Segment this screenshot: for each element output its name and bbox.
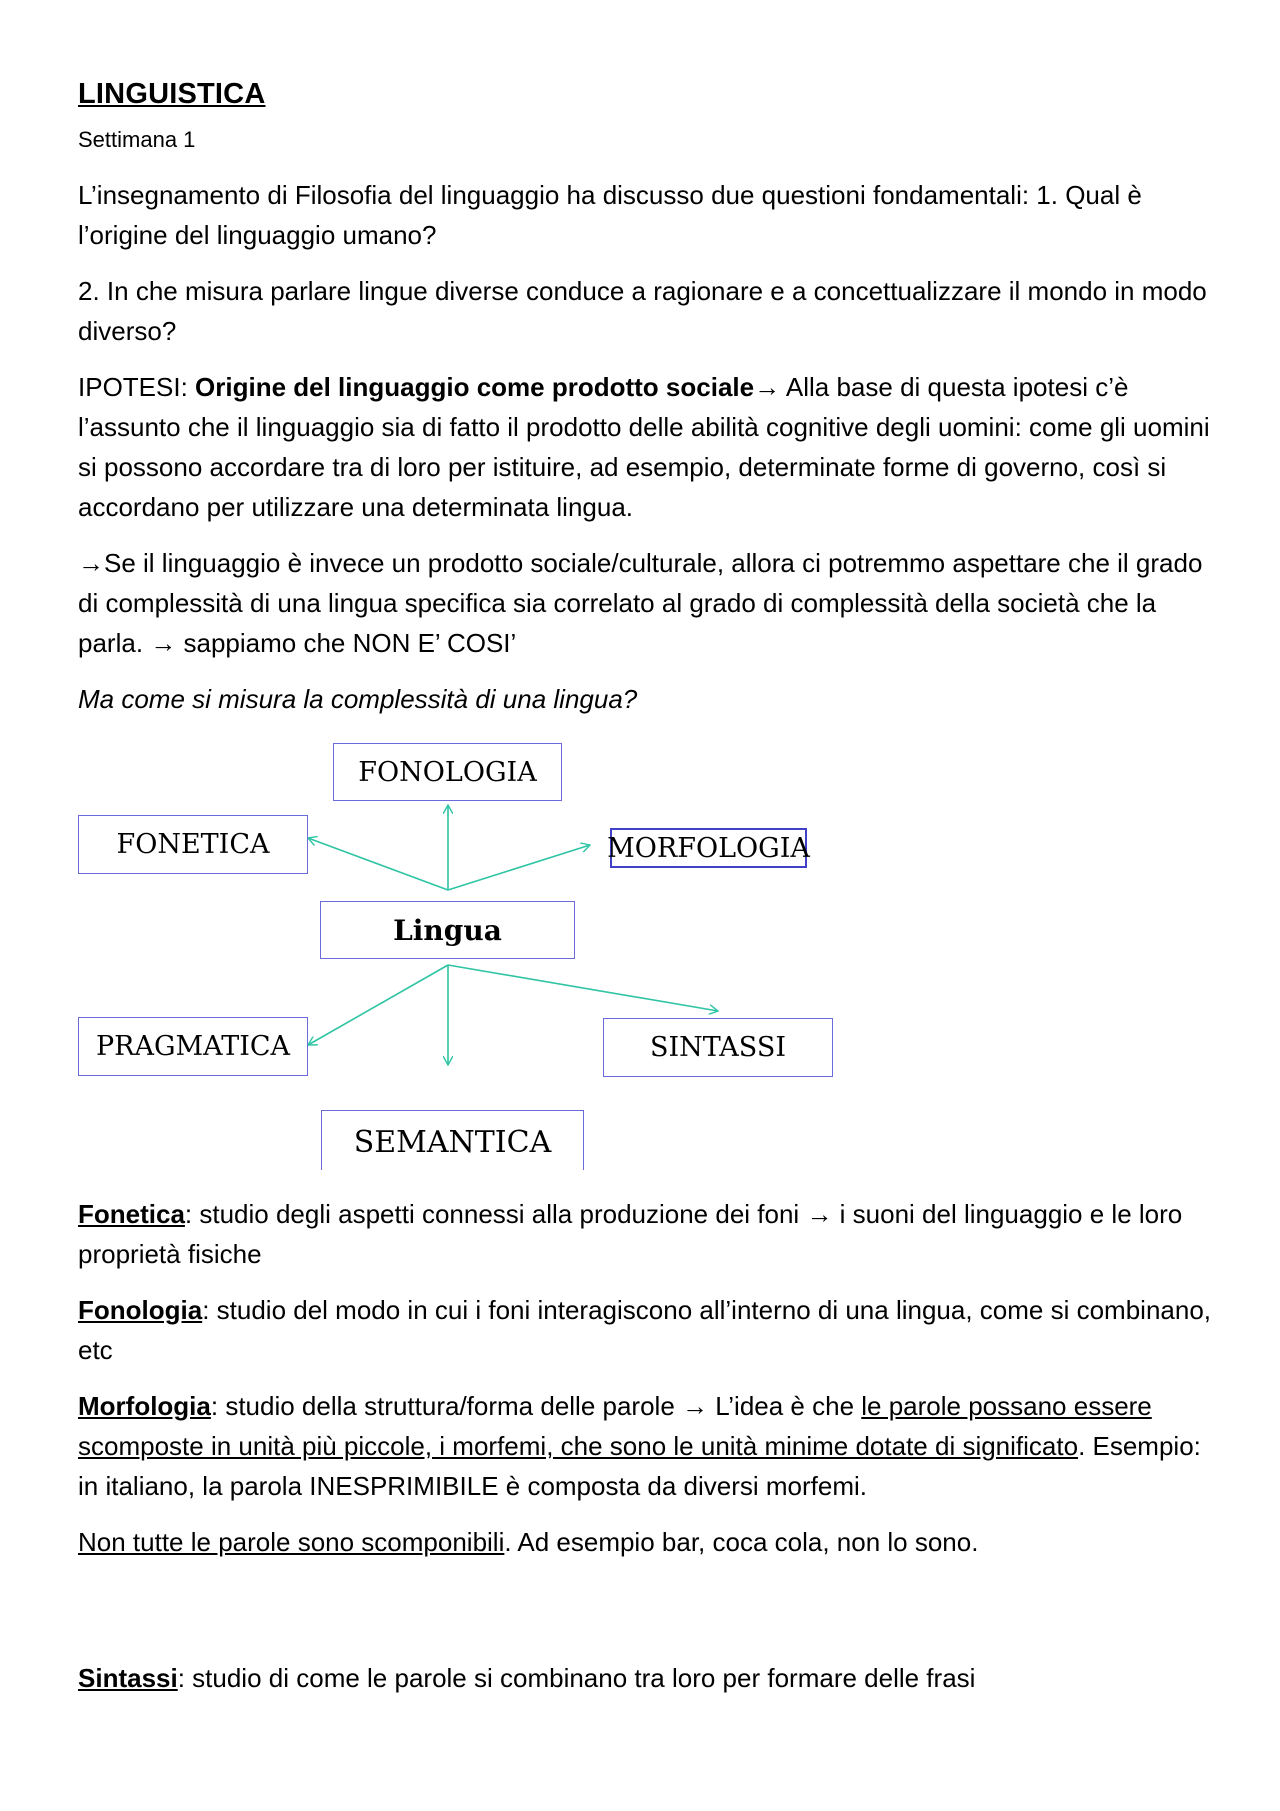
arrow-icon: → bbox=[806, 1199, 833, 1229]
definition-fonologia bbox=[78, 1290, 1213, 1370]
definition-text: . Esempio: in italiano, la parola INESPRIMIBILE è composta da diversi morfemi. bbox=[78, 1431, 1201, 1501]
sintassi-box: SINTASSI bbox=[603, 1018, 833, 1077]
definition-text: : studio del modo in cui i foni interagiscono all’interno di una lingua, come si combinano, etc bbox=[78, 1295, 1212, 1365]
term-fonologia: Fonologia bbox=[78, 1295, 203, 1325]
definition-fonetica bbox=[78, 1194, 1213, 1274]
arrow-to-fonetica bbox=[308, 838, 448, 890]
non-scomponibili-paragraph bbox=[78, 1522, 1213, 1562]
linguistics-diagram bbox=[78, 735, 1213, 1170]
consequence-conclusion: sappiamo che NON E’ COSI’ bbox=[176, 628, 517, 658]
hypothesis-paragraph bbox=[78, 367, 1213, 527]
definition-text: : studio degli aspetti connessi alla produzione dei foni bbox=[184, 1199, 807, 1229]
hypothesis-text: Alla base di questa ipotesi c’è l’assunto che il linguaggio sia di fatto il prodotto delle abilità cognitive degli uomini: come gli uomini si possono accordare tra di loro per istituire, ad esempio, determinate forme di governo, così si accordano per utilizzare una determinata lingua. bbox=[78, 372, 1210, 522]
semantica-box: SEMANTICA bbox=[321, 1110, 584, 1170]
arrow-icon: → bbox=[78, 548, 104, 578]
underlined-text: Non tutte le parole sono scomponibili bbox=[78, 1527, 505, 1557]
hypothesis-label: IPOTESI: bbox=[78, 372, 196, 402]
morfologia-box: MORFOLOGIA bbox=[610, 828, 807, 868]
complexity-question-text: Ma come si misura la complessità di una lingua? bbox=[78, 684, 638, 714]
document-page bbox=[78, 78, 1213, 1714]
term-fonetica: Fonetica bbox=[78, 1199, 185, 1229]
spacer bbox=[78, 1578, 1213, 1658]
consequence-text: Se il linguaggio è invece un prodotto sociale/culturale, allora ci potremmo aspettare che il grado di complessità di una lingua specifica sia correlato al grado di complessità della società che la parla. bbox=[78, 548, 1203, 658]
arrow-to-sintassi bbox=[448, 965, 718, 1011]
question-2-paragraph: 2. In che misura parlare lingue diverse conduce a ragionare e a concettualizzare il mondo in modo diverso? bbox=[78, 276, 1207, 346]
pragmatica-box: PRAGMATICA bbox=[78, 1017, 308, 1076]
definition-text: . Ad esempio bar, coca cola, non lo sono. bbox=[504, 1527, 979, 1557]
definition-morfologia bbox=[78, 1386, 1213, 1506]
underlined-text: le parole possano essere scomposte in unità più piccole, i morfemi, che sono le unità minime dotate di significato bbox=[78, 1391, 1152, 1461]
definition-text: : studio di come le parole si combinano tra loro per formare delle frasi bbox=[177, 1663, 976, 1693]
fonetica-box: FONETICA bbox=[78, 815, 308, 874]
definition-text: : studio della struttura/forma delle parole bbox=[210, 1391, 683, 1421]
week-label: Settimana 1 bbox=[78, 127, 196, 152]
arrow-icon: → bbox=[754, 372, 781, 402]
arrow-icon: → bbox=[150, 628, 177, 658]
term-sintassi: Sintassi bbox=[78, 1663, 178, 1693]
diagram-connectors bbox=[78, 735, 1213, 1170]
definition-text: i suoni del linguaggio e le loro proprietà fisiche bbox=[78, 1199, 1183, 1269]
hypothesis-bold: Origine del linguaggio come prodotto sociale bbox=[195, 372, 755, 402]
consequence-paragraph bbox=[78, 543, 1213, 663]
lingua-center-box: Lingua bbox=[320, 901, 575, 959]
intro-paragraph: L’insegnamento di Filosofia del linguaggio ha discusso due questioni fondamentali: 1. Qual è l’origine del linguaggio umano? bbox=[78, 180, 1142, 250]
term-morfologia: Morfologia bbox=[78, 1391, 211, 1421]
definition-sintassi bbox=[78, 1658, 1213, 1698]
arrow-to-morfologia bbox=[448, 845, 590, 890]
complexity-question bbox=[78, 679, 1213, 719]
definition-text: L’idea è che bbox=[708, 1391, 862, 1421]
fonologia-box: FONOLOGIA bbox=[333, 743, 562, 801]
arrow-icon: → bbox=[682, 1391, 709, 1421]
document-title: LINGUISTICA bbox=[78, 78, 266, 110]
arrow-to-pragmatica bbox=[308, 965, 448, 1045]
